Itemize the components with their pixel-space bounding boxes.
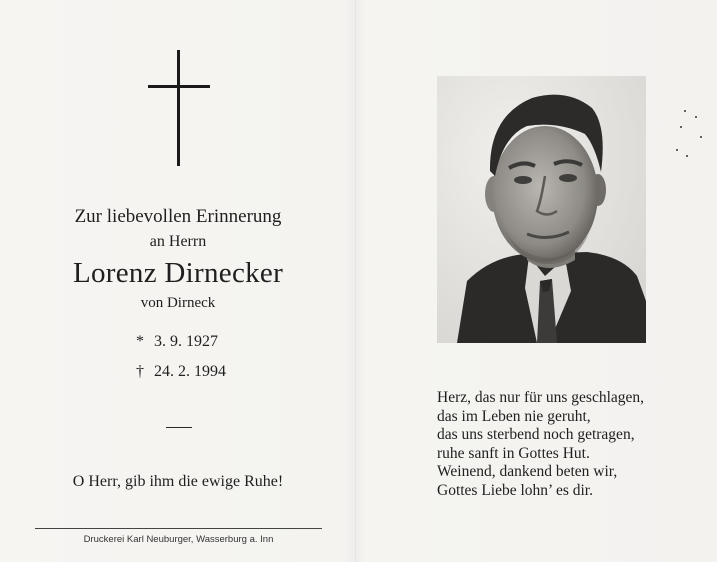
poem-line: Gottes Liebe lohn’ es dir. [437,481,593,499]
poem-line: das im Leben nie geruht, [437,407,591,425]
origin-line: von Dirneck [140,295,216,311]
birth-date-line [136,333,218,351]
birth-date: 3. 9. 1927 [154,333,218,350]
death-symbol: † [136,363,144,380]
paper-speckle [684,110,686,112]
paper-speckle [676,149,678,151]
prayer-line: O Herr, gib ihm die ewige Ruhe! [72,473,284,490]
portrait-image [437,76,646,343]
cross-horizontal-bar [148,85,210,88]
paper-speckle [680,126,682,128]
birth-symbol: * [136,333,144,350]
poem-line: das uns sterbend noch getragen, [437,426,635,443]
printer-credit: Druckerei Karl Neuburger, Wasserburg a. Inn [83,534,274,545]
cross-icon [148,50,210,166]
paper-speckle [695,116,697,118]
salutation: an Herrn [149,233,207,250]
paper-speckle [700,136,702,138]
death-date: 24. 2. 1994 [154,363,226,380]
memorial-poem [437,389,644,500]
poem-line: ruhe sanft in Gottes Hut. [437,444,590,462]
poem-line: Herz, das nur für uns geschlagen, [437,389,645,406]
paper-speckle [686,155,688,157]
death-date-line [136,363,226,381]
deceased-name: Lorenz Dirnecker [72,257,284,289]
cross-vertical-bar [177,50,180,166]
left-panel [0,0,356,562]
memorial-intro: Zur liebevollen Erinnerung [74,206,282,227]
poem-line: Weinend, dankend beten wir, [437,463,618,480]
portrait-photo [437,76,646,343]
printer-rule [35,528,322,529]
separator-dash [166,427,192,428]
